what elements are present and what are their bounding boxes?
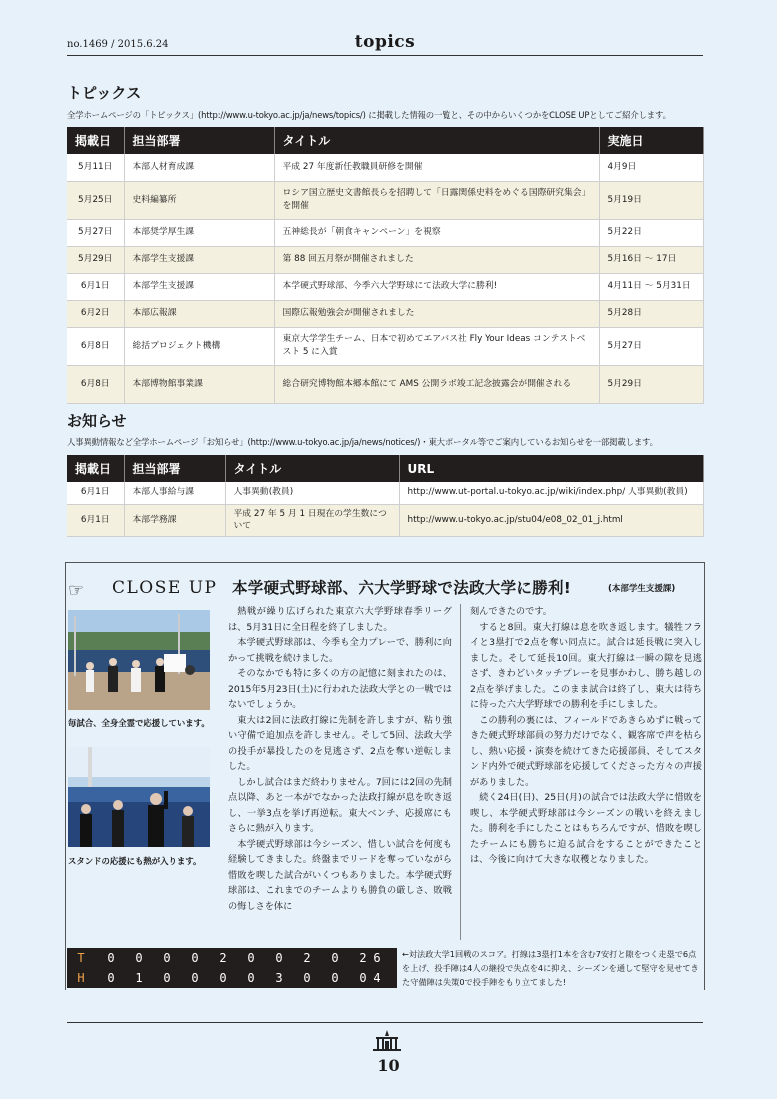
section-title: topics — [354, 32, 416, 52]
score-cell: 0 — [107, 971, 115, 985]
article-paragraph: しかし試合はまだ終わりません。7回には2回の先制点以降、あと一本がでなかった法政打線が息を吹き返し、一挙3点を挙げ再逆転。東大ベンチ、応援席にもさらに熱が入ります。 — [228, 776, 452, 834]
notices-intro: 人事異動情報など全学ホームページ「お知らせ」(http://www.u-tokyo.ac.jp/ja/news/notices/)・東大ポータル等でご案内しているお知らせを一部掲載します。 — [67, 437, 658, 447]
score-cell: 4 — [373, 971, 381, 985]
notices-heading: お知らせ — [67, 412, 127, 430]
score-cell: 0 — [247, 951, 255, 965]
table-row — [67, 482, 703, 504]
score-cell: 0 — [247, 971, 255, 985]
table-row — [67, 246, 703, 273]
topics-intro: 全学ホームページの「トピックス」(http://www.u-tokyo.ac.jp/ja/news/topics/) に掲載した情報の一覧と、その中からいくつかをCLOSE UPとしてご紹介します。 — [67, 110, 671, 120]
cell-title: 総合研究博物館本郷本館にて AMS 公開ラボ竣工記念披露会が開催される — [274, 365, 599, 403]
cell-title: 平成 27 年度新任教職員研修を開催 — [274, 154, 599, 181]
score-cell: 0 — [359, 971, 367, 985]
cell-held: 5月27日 — [599, 327, 703, 365]
table-row — [67, 181, 703, 219]
cell-date: 6月1日 — [67, 273, 124, 300]
cell-title: 平成 27 年 5 月 1 日現在の学生数について — [225, 504, 399, 537]
cell-dept: 史料編纂所 — [124, 181, 274, 219]
column-header: 担当部署 — [124, 455, 225, 482]
column-header: 掲載日 — [67, 127, 124, 154]
article-paragraph: 続く24日(日)、25日(月)の試合では法政大学に惜敗を喫し、本学硬式野球部は今シーズンの戦いを終えました。勝利を手にしたことはもちろんですが、惜敗を喫したチームにも勝ちに迫る試合をすることができたことは、今後に向けて大きな収穫となりました。 — [470, 792, 702, 865]
article-column-1 — [228, 604, 452, 914]
score-cell: 2 — [359, 951, 367, 965]
score-cell: 1 — [135, 971, 143, 985]
cell-held: 5月19日 — [599, 181, 703, 219]
score-cell: 2 — [219, 951, 227, 965]
cell-date: 5月11日 — [67, 154, 124, 181]
university-emblem-icon — [370, 1028, 404, 1054]
cell-dept: 本部学生支援課 — [124, 273, 274, 300]
column-divider — [460, 604, 461, 940]
cell-title: 人事異動(教員) — [225, 482, 399, 504]
table-row — [67, 327, 703, 365]
article-paragraph: 本学硬式野球部は今シーズン、惜しい試合を何度も経験してきました。終盤までリードを奪っていながら惜敗を喫した試合がいくつもありました。本学硬式野球部は、これまでのチームよりも勝負の厳しさ、敗戦の悔しさを体に — [228, 838, 452, 912]
cell-dept: 本部奨学厚生課 — [124, 219, 274, 246]
article-paragraph: そのなかでも特に多くの方の記憶に刻まれたのは、2015年5月23日(土)に行われた法政大学との一戦ではないでしょうか。 — [228, 668, 452, 710]
table-row — [67, 219, 703, 246]
article-paragraph: 刻んできたのです。 — [470, 606, 552, 617]
article-paragraph: 本学硬式野球部は、今季も全力プレーで、勝利に向かって挑戦を続けました。 — [228, 637, 452, 664]
column-header: 担当部署 — [124, 127, 274, 154]
scoreboard — [67, 948, 397, 988]
cell-title: ロシア国立歴史文書館長らを招聘して「日露関係史料をめぐる国際研究集会」を開催 — [274, 181, 599, 219]
table-row — [67, 504, 703, 537]
table-row — [67, 273, 703, 300]
score-cell: 0 — [135, 951, 143, 965]
issue-info: no.1469 / 2015.6.24 — [67, 39, 169, 50]
cell-held: 5月28日 — [599, 300, 703, 327]
pointing-hand-icon: ☞ — [68, 580, 85, 601]
topics-table-header — [67, 127, 703, 154]
cell-url: http://www.ut-portal.u-tokyo.ac.jp/wiki/index.php/ 人事異動(教員) — [399, 482, 703, 504]
cell-date: 6月2日 — [67, 300, 124, 327]
cell-dept: 本部学務課 — [124, 504, 225, 537]
cell-held: 5月16日 〜 17日 — [599, 246, 703, 273]
score-note: ←対法政大学1回戦のスコア。打線は3塁打1本を含む7安打と隙をつく走塁で6点を上げ、投手陣は4人の継投で失点を4に抑え、シーズンを通して堅守を見せてきた守備陣は失策0で投手陣をもり立てました! — [402, 949, 699, 988]
score-cell: 0 — [331, 951, 339, 965]
cell-dept: 本部博物館事業課 — [124, 365, 274, 403]
cell-held: 4月11日 〜 5月31日 — [599, 273, 703, 300]
cheer-performance-photo — [68, 610, 210, 710]
cell-url: http://www.u-tokyo.ac.jp/stu04/e08_02_01_j.html — [399, 504, 703, 537]
cell-dept: 総括プロジェクト機構 — [124, 327, 274, 365]
cell-date: 6月8日 — [67, 365, 124, 403]
stand-cheering-photo — [68, 747, 210, 847]
score-cell: 0 — [191, 951, 199, 965]
page-header — [67, 34, 703, 56]
article-paragraph: この勝利の裏には、フィールドであきらめずに戦ってきた硬式野球部員の努力だけでなく、観客席で声を枯らし、熱い応援・演奏を続けてきた応援部員、そしてスタンド内外で硬式野球部を応援してくださった方々の声援がありました。 — [470, 714, 702, 788]
cell-dept: 本部広報課 — [124, 300, 274, 327]
closeup-label — [68, 578, 218, 600]
cell-dept: 本部人事給与課 — [124, 482, 225, 504]
score-cell: 0 — [219, 971, 227, 985]
article-paragraph: 東大は2回に法政打線に先制を許しますが、粘り強い守備で追加点を許しません。そして5回、法政大学の投手が暴投したのを見逃さず、2点を奪い逆転しました。 — [228, 714, 452, 772]
cell-title: 五神総長が「朝食キャンペーン」を視察 — [274, 219, 599, 246]
score-cell: 2 — [303, 951, 311, 965]
cell-date: 6月1日 — [67, 504, 124, 537]
cell-date: 5月25日 — [67, 181, 124, 219]
score-cell: 0 — [191, 971, 199, 985]
page-number: 10 — [377, 1056, 400, 1075]
closeup-dept: (本部学生支援課) — [608, 584, 676, 594]
cell-title: 東京大学学生チーム、日本で初めてエアバス社 Fly Your Ideas コンテストベスト 5 に入賞 — [274, 327, 599, 365]
column-header: タイトル — [274, 127, 599, 154]
team-label: T — [77, 951, 85, 965]
topics-table — [67, 127, 704, 404]
article-column-2 — [470, 604, 702, 868]
column-header: 掲載日 — [67, 455, 124, 482]
closeup-title: 本学硬式野球部、六大学野球で法政大学に勝利! — [232, 579, 572, 597]
score-cell: 0 — [107, 951, 115, 965]
cell-held: 4月9日 — [599, 154, 703, 181]
score-cell: 0 — [163, 971, 171, 985]
cell-date: 5月27日 — [67, 219, 124, 246]
cell-held: 5月29日 — [599, 365, 703, 403]
scoreboard-row — [67, 948, 397, 968]
cell-date: 6月1日 — [67, 482, 124, 504]
column-header: URL — [399, 455, 703, 482]
notices-table-header — [67, 455, 703, 482]
score-cell: 0 — [275, 951, 283, 965]
cell-held: 5月22日 — [599, 219, 703, 246]
table-row — [67, 300, 703, 327]
cell-title: 第 88 回五月祭が開催されました — [274, 246, 599, 273]
table-row — [67, 365, 703, 403]
topics-heading: トピックス — [67, 84, 142, 102]
team-label: H — [77, 971, 85, 985]
closeup-label-text: CLOSE UP — [112, 578, 218, 598]
article-paragraph: 熱戦が繰り広げられた東京六大学野球春季リーグは、5月31日に全日程を終了しました。 — [228, 606, 452, 633]
column-header: 実施日 — [599, 127, 703, 154]
table-row — [67, 154, 703, 181]
article-paragraph: すると8回。東大打線は息を吹き返します。犠牲フライと3塁打で2点を奪い同点に。試合は延長戦に突入しました。そして延長10回。東大打線は一瞬の隙を見逃さず、きわどいタッチプレーを見事かわし、勝ち越しの2点を挙げました。このまま試合は終了し、東大は待ちに待った六大学野球での勝利を手にしました。 — [470, 621, 702, 710]
score-cell: 0 — [303, 971, 311, 985]
footer-rule — [67, 1022, 703, 1023]
notices-table — [67, 455, 704, 537]
cell-date: 5月29日 — [67, 246, 124, 273]
photo1-caption: 毎試合、全身全霊で応援しています。 — [68, 718, 210, 728]
score-cell: 0 — [331, 971, 339, 985]
cell-date: 6月8日 — [67, 327, 124, 365]
cell-title: 本学硬式野球部、今季六大学野球にて法政大学に勝利! — [274, 273, 599, 300]
score-cell: 3 — [275, 971, 283, 985]
cell-dept: 本部人材育成課 — [124, 154, 274, 181]
column-header: タイトル — [225, 455, 399, 482]
score-cell: 0 — [163, 951, 171, 965]
cell-title: 国際広報勉強会が開催されました — [274, 300, 599, 327]
score-cell: 6 — [373, 951, 381, 965]
photo2-caption: スタンドの応援にも熱が入ります。 — [68, 856, 202, 866]
scoreboard-row — [67, 968, 397, 988]
cell-dept: 本部学生支援課 — [124, 246, 274, 273]
